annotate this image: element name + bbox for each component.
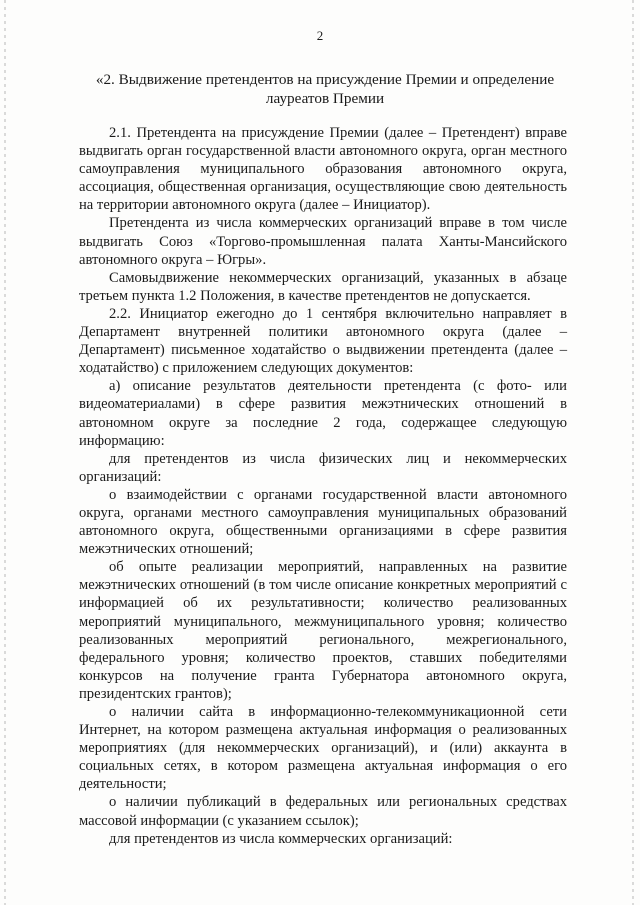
scan-edge-left bbox=[4, 0, 6, 905]
paragraph-interaction: о взаимодействии с органами государственной власти автономного округа, органами местного самоуправления муниципальных образований автономного округа, общественными организациями в сфере развития межэтнических отношений; bbox=[79, 486, 567, 558]
paragraph-commercial: для претендентов из числа коммерческих организаций: bbox=[109, 830, 453, 847]
paragraph-commercial-nominator: Претендента из числа коммерческих организаций вправе в том числе выдвигать Союз «Торгово-промышленная палата Ханты-Мансийского автономного округа – Югры». bbox=[79, 215, 567, 268]
paragraph-events-experience: об опыте реализации мероприятий, направленных на развитие межэтнических отношений (в том числе описание конкретных мероприятий с информацией об их результативности; количество реализованных мероприятий муниципального, межмуниципального уровня; количество реализованных мероприятий регионального, межрегионального, федерального уровня; количество проектов, ставших победителями конкурсов на получение гранта Губернатора автономного округа, президентских грантов); bbox=[79, 559, 567, 702]
paragraph-2-2: 2.2. Инициатор ежегодно до 1 сентября включительно направляет в Департамент внутренней политики автономного округа (далее – Департамент) письменное ходатайство о выдвижении претендента (далее – ходатайство) с приложением следующих документов: bbox=[79, 305, 567, 377]
scan-edge-right bbox=[632, 0, 634, 905]
paragraph-individuals-nonprofits: для претендентов из числа физических лиц и некоммерческих организаций: bbox=[79, 450, 567, 485]
paragraph-self-nomination: Самовыдвижение некоммерческих организаций, указанных в абзаце третьем пункта 1.2 Положения, в качестве претендентов не допускается. bbox=[79, 269, 567, 304]
paragraph-website: о наличии сайта в информационно-телекоммуникационной сети Интернет, на котором размещена актуальная информация о реализованных мероприятиях (для некоммерческих организаций), и (или) аккаунта в социальных сетях, в котором размещена актуальная информация о его деятельности; bbox=[79, 704, 567, 793]
page-number: 2 bbox=[316, 28, 324, 43]
section-body bbox=[79, 124, 567, 848]
section-heading: «2. Выдвижение претендентов на присуждение Премии и определение лауреатов Премии bbox=[95, 71, 555, 107]
paragraph-2-1: 2.1. Претендента на присуждение Премии (далее – Претендент) вправе выдвигать орган государственной власти автономного округа, орган местного самоуправления муниципального образования автономного округа, ассоциация, общественная организация, осуществляющие свою деятельность на территории автономного округа (далее – Инициатор). bbox=[79, 125, 567, 214]
paragraph-item-a: а) описание результатов деятельности претендента (с фото- или видеоматериалами) в сфере развития межэтнических отношений в автономном округе за последние 2 года, содержащее следующую информацию: bbox=[79, 378, 567, 449]
paragraph-publications: о наличии публикаций в федеральных или региональных средствах массовой информации (с указанием ссылок); bbox=[79, 794, 567, 829]
